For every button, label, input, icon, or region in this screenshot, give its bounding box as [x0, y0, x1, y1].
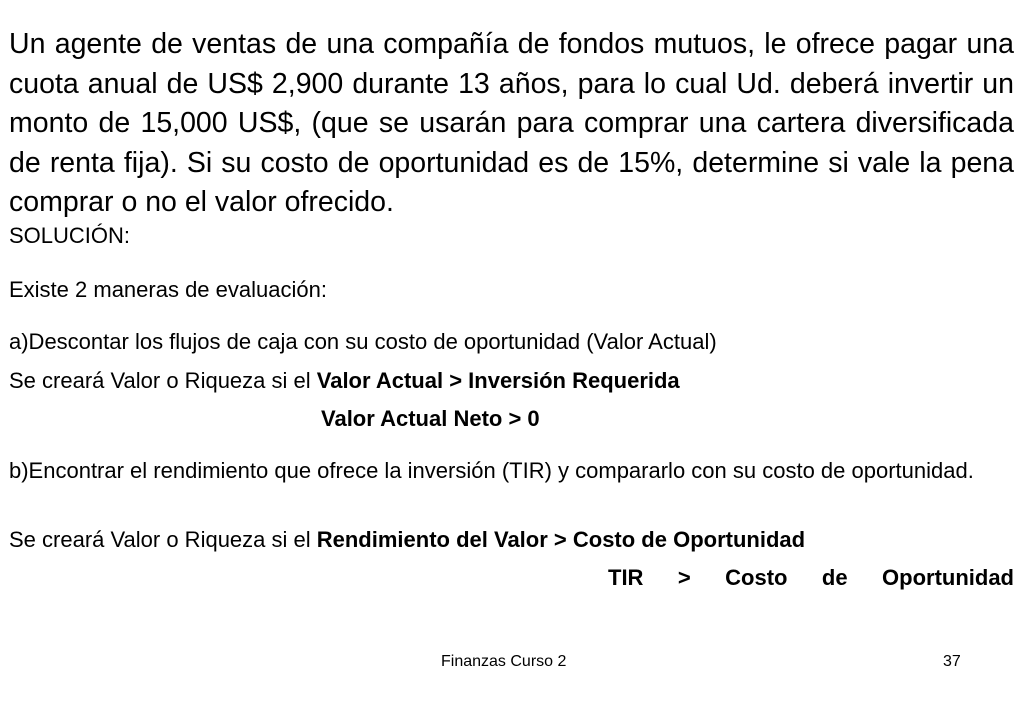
- formula-word: de: [821, 565, 848, 590]
- option-a-condition-bold: Valor Actual > Inversión Requerida: [316, 368, 680, 393]
- option-a-title: a)Descontar los flujos de caja con su costo de oportunidad (Valor Actual): [9, 329, 717, 354]
- formula-word: TIR: [608, 565, 644, 590]
- problem-statement: Un agente de ventas de una compañía de fondos mutuos, le ofrece pagar una cuota anual de US$ 2,900 durante 13 años, para lo cual Ud. deberá invertir un monto de 15,000 US$, (que se usarán para comprar una cartera diversificada de renta fija). Si su costo de oportunidad es de 15%, determine si vale la pena comprar o no el valor ofrecido.: [9, 28, 1014, 218]
- option-b-formula: [608, 564, 1014, 592]
- page-number: 37: [943, 653, 961, 670]
- formula-word: Oportunidad: [882, 565, 1014, 590]
- option-b-condition: [9, 526, 805, 554]
- option-a-condition-prefix: Se creará Valor o Riqueza si el: [9, 368, 317, 393]
- formula-word: >: [677, 565, 691, 590]
- solution-intro: Existe 2 maneras de evaluación:: [9, 277, 327, 302]
- option-b-condition-bold: Rendimiento del Valor > Costo de Oportunidad: [316, 527, 806, 552]
- option-b-condition-prefix: Se creará Valor o Riqueza si el: [9, 527, 317, 552]
- formula-word: Costo: [725, 565, 788, 590]
- option-a-condition: [9, 367, 680, 395]
- footer-title: Finanzas Curso 2: [441, 653, 567, 670]
- solution-heading: SOLUCIÓN:: [9, 223, 131, 248]
- option-b-title: b)Encontrar el rendimiento que ofrece la inversión (TIR) y compararlo con su costo de oportunidad.: [9, 458, 974, 483]
- option-a-formula: Valor Actual Neto > 0: [321, 406, 540, 431]
